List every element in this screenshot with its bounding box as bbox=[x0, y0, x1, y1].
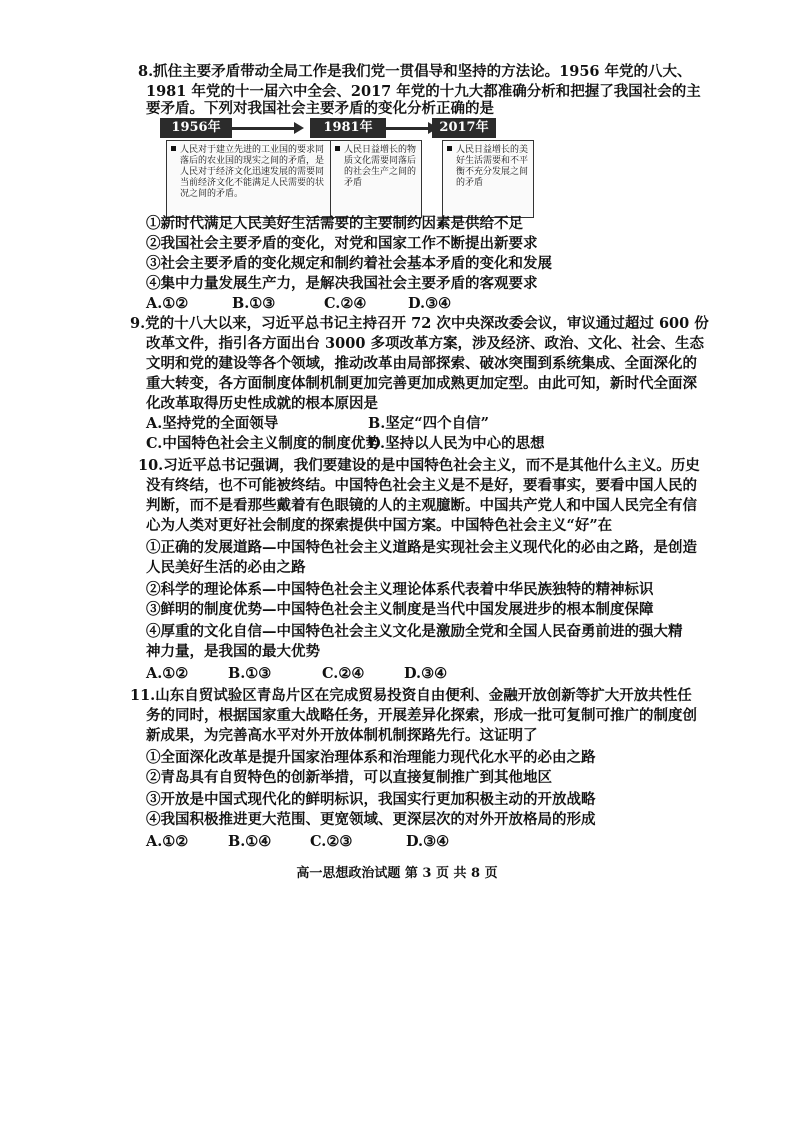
timeline-card-1981 bbox=[330, 140, 422, 218]
q10-line-2: 没有终结，也不可能被终结。中国特色社会主义是不是好，要看事实，要看中国人民的 bbox=[146, 477, 697, 494]
arrow-right-icon bbox=[294, 122, 304, 134]
timeline-year-1981: 1981年 bbox=[310, 118, 386, 138]
q8-statement-4: ④集中力量发展生产力，是解决我国社会主要矛盾的客观要求 bbox=[146, 275, 538, 292]
q9-line-4: 重大转变，各方面制度体制机制更加完善更加成熟更加定型。由此可知，新时代全面深 bbox=[146, 375, 697, 392]
q8-line-3: 要矛盾。下列对我国社会主要矛盾的变化分析正确的是 bbox=[146, 100, 494, 117]
q10-line-6: 人民美好生活的必由之路 bbox=[146, 559, 306, 576]
q11-line-2: 务的同时，根据国家重大战略任务，开展差异化探索，形成一批可复制可推广的制度创 bbox=[146, 707, 697, 724]
q10-option-b[interactable]: B.①③ bbox=[228, 665, 272, 682]
q9-line-5: 化改革取得历史性成就的根本原因是 bbox=[146, 395, 378, 412]
q9-line-3: 文明和党的建设等各个领域，推动改革由局部探索、破冰突围到系统集成、全面深化的 bbox=[146, 355, 697, 372]
bullet-icon bbox=[447, 146, 452, 151]
bullet-icon bbox=[171, 146, 176, 151]
page-footer: 高一思想政治试题 第 3 页 共 8 页 bbox=[296, 866, 498, 881]
q11-line-1: 11.山东自贸试验区青岛片区在完成贸易投资自由便利、金融开放创新等扩大开放共性任 bbox=[130, 687, 692, 704]
q8-timeline-figure bbox=[160, 118, 620, 218]
timeline-card-2017-text: 人民日益增长的美好生活需要和不平衡不充分发展之间的矛盾 bbox=[456, 145, 529, 188]
timeline-year-1956: 1956年 bbox=[160, 118, 232, 138]
q10-line-8: ③鲜明的制度优势—中国特色社会主义制度是当代中国发展进步的根本制度保障 bbox=[146, 601, 654, 618]
q11-line-3: 新成果，为完善高水平对外开放体制机制探路先行。这证明了 bbox=[146, 727, 538, 744]
q11-line-4: ①全面深化改革是提升国家治理体系和治理能力现代化水平的必由之路 bbox=[146, 749, 596, 766]
q8-option-d[interactable]: D.③④ bbox=[408, 295, 452, 312]
q8-statement-3: ③社会主要矛盾的变化规定和制约着社会基本矛盾的变化和发展 bbox=[146, 255, 552, 272]
timeline-card-1956 bbox=[166, 140, 338, 218]
q11-line-7: ④我国积极推进更大范围、更宽领域、更深层次的对外开放格局的形成 bbox=[146, 811, 596, 828]
q10-line-3: 判断，而不是看那些戴着有色眼镜的人的主观臆断。中国共产党人和中国人民完全有信 bbox=[146, 497, 697, 514]
timeline-card-1981-text: 人民日益增长的物质文化需要同落后的社会生产之间的矛盾 bbox=[344, 145, 417, 188]
q8-line-1: 8.抓住主要矛盾带动全局工作是我们党一贯倡导和坚持的方法论。1956 年党的八大、 bbox=[138, 63, 692, 80]
q11-line-5: ②青岛具有自贸特色的创新举措，可以直接复制推广到其他地区 bbox=[146, 769, 552, 786]
q10-line-4: 心为人类对更好社会制度的探索提供中国方案。中国特色社会主义“好”在 bbox=[146, 517, 613, 534]
q10-line-10: 神力量，是我国的最大优势 bbox=[146, 643, 320, 660]
q10-line-9: ④厚重的文化自信—中国特色社会主义文化是激励全党和全国人民奋勇前进的强大精 bbox=[146, 623, 683, 640]
timeline-arrow-2 bbox=[386, 127, 430, 130]
q8-option-b[interactable]: B.①③ bbox=[232, 295, 276, 312]
q10-option-c[interactable]: C.②④ bbox=[322, 665, 365, 682]
q8-statement-2: ②我国社会主要矛盾的变化，对党和国家工作不断提出新要求 bbox=[146, 235, 538, 252]
q8-option-a[interactable]: A.①② bbox=[146, 295, 189, 312]
timeline-arrow-1 bbox=[232, 127, 294, 130]
q8-line-2: 1981 年党的十一届六中全会、2017 年党的十九大都准确分析和把握了我国社会的主 bbox=[146, 83, 701, 100]
q9-option-c[interactable]: C.中国特色社会主义制度的制度优势 bbox=[146, 435, 380, 452]
q10-line-1: 10.习近平总书记强调，我们要建设的是中国特色社会主义，而不是其他什么主义。历史 bbox=[138, 457, 700, 474]
q10-option-d[interactable]: D.③④ bbox=[404, 665, 448, 682]
bullet-icon bbox=[335, 146, 340, 151]
q10-line-7: ②科学的理论体系—中国特色社会主义理论体系代表着中华民族独特的精神标识 bbox=[146, 581, 654, 598]
q9-option-a[interactable]: A.坚持党的全面领导 bbox=[146, 415, 279, 432]
q11-option-a[interactable]: A.①② bbox=[146, 833, 189, 850]
q9-option-b[interactable]: B.坚定“四个自信” bbox=[368, 415, 489, 432]
q10-line-5: ①正确的发展道路—中国特色社会主义道路是实现社会主义现代化的必由之路，是创造 bbox=[146, 539, 697, 556]
q10-option-a[interactable]: A.①② bbox=[146, 665, 189, 682]
q11-option-b[interactable]: B.①④ bbox=[228, 833, 272, 850]
q9-option-d[interactable]: D.坚持以人民为中心的思想 bbox=[368, 435, 545, 452]
q11-option-d[interactable]: D.③④ bbox=[406, 833, 450, 850]
timeline-card-1956-text: 人民对于建立先进的工业国的要求同落后的农业国的现实之间的矛盾，是人民对于经济文化迅速发展的需要同当前经济文化不能满足人民需要的状况之间的矛盾。 bbox=[180, 145, 325, 199]
timeline-card-2017 bbox=[442, 140, 534, 218]
q11-option-c[interactable]: C.②③ bbox=[310, 833, 353, 850]
q8-option-c[interactable]: C.②④ bbox=[324, 295, 367, 312]
q8-statement-1: ①新时代满足人民美好生活需要的主要制约因素是供给不足 bbox=[146, 215, 523, 232]
q9-line-1: 9.党的十八大以来，习近平总书记主持召开 72 次中央深改委会议，审议通过超过 600 份 bbox=[130, 315, 709, 332]
q11-line-6: ③开放是中国式现代化的鲜明标识，我国实行更加积极主动的开放战略 bbox=[146, 791, 596, 808]
q9-line-2: 改革文件，指引各方面出台 3000 多项改革方案，涉及经济、政治、文化、社会、生态 bbox=[146, 335, 704, 352]
timeline-year-2017: 2017年 bbox=[432, 118, 496, 138]
